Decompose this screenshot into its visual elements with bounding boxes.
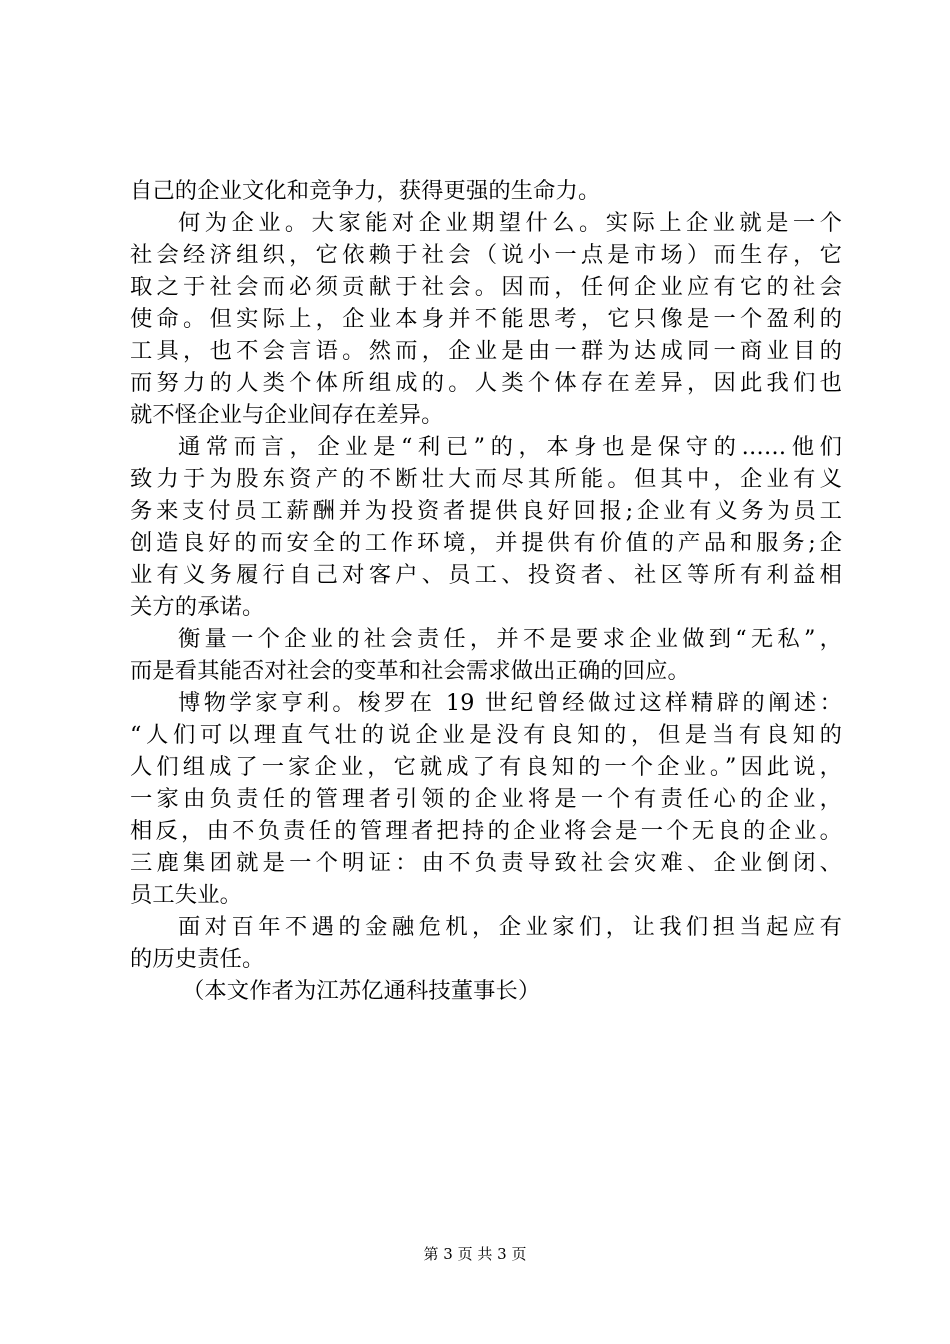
paragraph-line: 就不怪企业与企业间存在差异。 [130,402,444,428]
paragraph-line: 工具，也不会言语。然而，企业是由一群为达成同一商业目的 [130,338,842,364]
paragraph-line: 何为企业。大家能对企业期望什么。实际上企业就是一个 [178,210,842,236]
paragraph-line: 员工失业。 [130,882,242,908]
paragraph-line: 而是看其能否对社会的变革和社会需求做出正确的回应。 [130,658,690,684]
paragraph-line: 致力于为股东资产的不断壮大而尽其所能。但其中，企业有义 [130,466,842,492]
paragraph-line: 社会经济组织，它依赖于社会（说小一点是市场）而生存，它 [130,242,842,268]
paragraph-line: 一家由负责任的管理者引领的企业将是一个有责任心的企业， [130,786,842,812]
page-number-footer: 第 3 页 共 3 页 [423,1245,527,1263]
paragraph-line: 通常而言，企业是“利已”的，本身也是保守的……他们 [178,434,842,460]
paragraph-line: 关方的承诺。 [130,594,265,620]
paragraph-line: 人们组成了一家企业，它就成了有良知的一个企业。”因此说， [130,754,842,780]
paragraph-line: “人们可以理直气壮的说企业是没有良知的，但是当有良知的 [130,722,842,748]
paragraph-line: 相反，由不负责任的管理者把持的企业将会是一个无良的企业。 [130,818,842,844]
author-note: （本文作者为江苏亿通科技董事长） [182,978,541,1004]
paragraph-line: 的历史责任。 [130,946,265,972]
paragraph-line: 使命。但实际上，企业本身并不能思考，它只像是一个盈利的 [130,306,842,332]
paragraph-line: 而努力的人类个体所组成的。人类个体存在差异，因此我们也 [130,370,842,396]
article-body [130,175,842,1007]
paragraph-line: 博物学家亨利。梭罗在 19 世纪曾经做过这样精辟的阐述： [178,690,842,716]
paragraph-line: 创造良好的而安全的工作环境，并提供有价值的产品和服务;企 [130,530,842,556]
paragraph-line: 取之于社会而必须贡献于社会。因而，任何企业应有它的社会 [130,274,842,300]
paragraph-line: 面对百年不遇的金融危机，企业家们，让我们担当起应有 [178,914,842,940]
paragraph-line: 业有义务履行自己对客户、员工、投资者、社区等所有利益相 [130,562,842,588]
paragraph-line: 自己的企业文化和竞争力，获得更强的生命力。 [130,178,601,204]
paragraph-line: 衡量一个企业的社会责任，并不是要求企业做到“无私”， [178,626,842,652]
paragraph-line: 务来支付员工薪酬并为投资者提供良好回报;企业有义务为员工 [130,498,842,524]
paragraph-line: 三鹿集团就是一个明证：由不负责导致社会灾难、企业倒闭、 [130,850,842,876]
